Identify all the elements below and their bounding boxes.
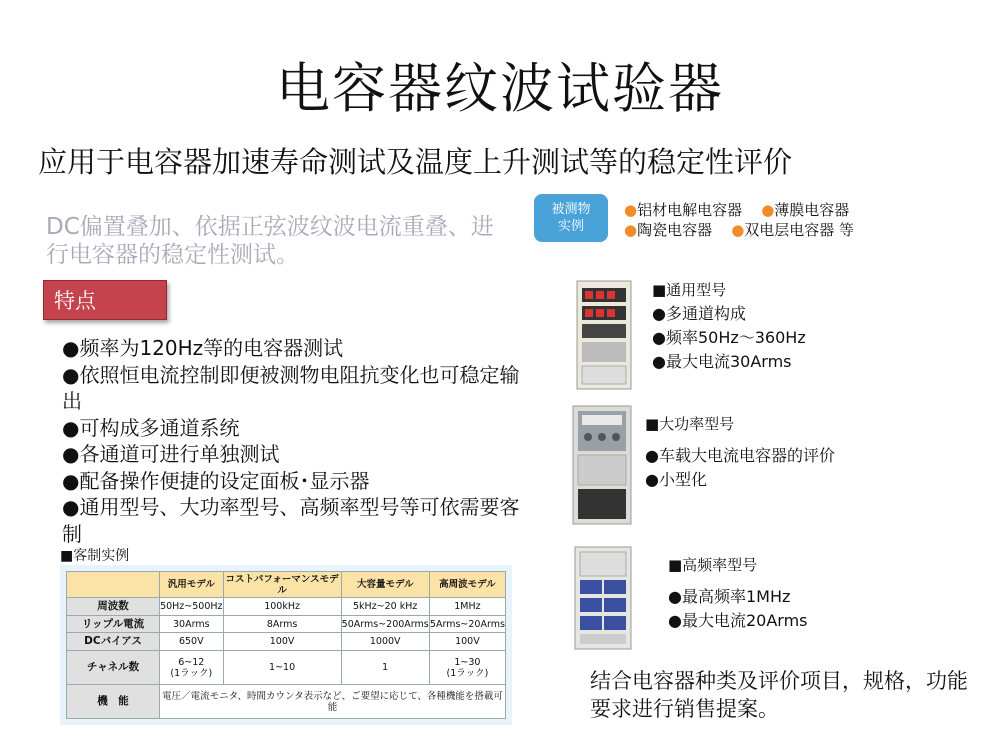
model-feature: ●多通道构成 (652, 304, 746, 323)
general-model-rack-image (576, 280, 632, 390)
orange-bullet-icon: ● (761, 201, 775, 219)
table-row (67, 615, 506, 633)
orange-bullet-icon: ● (624, 221, 638, 239)
model-feature: ●最高频率1MHz (668, 587, 791, 606)
model-name: ■通用型号 (652, 281, 727, 299)
table-cell: 100kHz (223, 598, 341, 616)
table-cell: 5kHz~20 kHz (341, 598, 429, 616)
table-cell: 100V (429, 633, 505, 651)
spec-table-panel (60, 565, 512, 725)
row-header: 周波数 (67, 598, 160, 616)
table-cell: 100V (223, 633, 341, 651)
feature-item: ●频率为120Hz等的电容器测试 (62, 336, 344, 360)
high-frequency-model-block (668, 554, 808, 633)
high-frequency-model-image (574, 546, 632, 650)
row-header: DCバイアス (67, 633, 160, 651)
dut-item: 铝材电解电容器 (637, 201, 743, 219)
feature-item: ●各通道可进行单独测试 (62, 442, 280, 466)
orange-bullet-icon: ● (731, 221, 745, 239)
table-cell: 1000V (341, 633, 429, 651)
dut-badge-line1: 被测物 (551, 202, 591, 217)
spec-table (66, 571, 506, 719)
function-cell: 電圧／電流モニタ、時間カウンタ表示など、ご要望に応じて、各種機能を搭載可能 (160, 685, 506, 719)
table-cell: 1~10 (223, 651, 341, 685)
page-title: 电容器纹波试验器 (276, 57, 724, 120)
general-model-block (652, 279, 806, 374)
table-row (67, 685, 506, 719)
high-power-model-image (572, 405, 632, 525)
intro-text: DC偏置叠加、依据正弦波纹波电流重叠、进行电容器的稳定性测试。 (46, 214, 494, 268)
feature-item: ●配备操作便捷的设定面板･显示器 (62, 468, 370, 493)
dut-list (624, 200, 854, 240)
table-row (67, 633, 506, 651)
model-feature: ●频率50Hz～360Hz (652, 328, 806, 347)
model-feature: ●最大电流20Arms (668, 611, 808, 630)
table-row (67, 598, 506, 616)
feature-item: ●通用型号、大功率型号、高频率型号等可依需要客制 (62, 495, 520, 546)
dut-item: 双电层电容器 等 (744, 221, 855, 239)
sample-title: ■客制实例 (60, 548, 130, 564)
model-feature: ●小型化 (645, 470, 707, 489)
feature-item: ●依照恒电流控制即便被测物电阻抗变化也可稳定输出 (62, 362, 520, 413)
model-name: ■高频率型号 (668, 556, 758, 574)
table-cell: 6~12 (1ラック) (160, 651, 224, 685)
table-cell: 50Arms~200Arms (341, 615, 429, 633)
features-heading: 特点 (43, 280, 167, 320)
spec-header: 汎用モデル (160, 572, 224, 598)
spec-header: 大容量モデル (341, 572, 429, 598)
spec-table-corner (67, 572, 160, 598)
spec-header: コストパフォーマンスモデル (223, 572, 341, 598)
dut-item: 陶瓷电容器 (637, 221, 713, 239)
table-cell: 1 (341, 651, 429, 685)
model-feature: ●最大电流30Arms (652, 352, 792, 371)
model-feature: ●车载大电流电容器的评价 (645, 446, 835, 465)
dut-badge (534, 194, 608, 242)
table-cell: 50Hz~500Hz (160, 598, 224, 616)
table-row (67, 651, 506, 685)
dut-item: 薄膜电容器 (774, 201, 850, 219)
table-cell: 1MHz (429, 598, 505, 616)
dut-badge-line2: 实例 (557, 219, 584, 234)
closing-text: 结合电容器种类及评价项目，规格，功能要求进行销售提案。 (590, 669, 968, 721)
row-header: リップル電流 (67, 615, 160, 633)
orange-bullet-icon: ● (624, 201, 638, 219)
table-cell: 8Arms (223, 615, 341, 633)
page-subtitle: 应用于电容器加速寿命测试及温度上升测试等的稳定性评价 (38, 145, 793, 179)
high-power-model-block (645, 413, 835, 492)
spec-header: 高周波モデル (429, 572, 505, 598)
table-cell: 30Arms (160, 615, 224, 633)
table-cell: 5Arms~20Arms (429, 615, 505, 633)
table-cell: 1~30 (1ラック) (429, 651, 505, 685)
feature-list (62, 335, 522, 547)
model-name: ■大功率型号 (645, 415, 735, 433)
feature-item: ●可构成多通道系统 (62, 415, 240, 440)
table-cell: 650V (160, 633, 224, 651)
row-header: チャネル数 (67, 651, 160, 685)
row-header: 機 能 (67, 685, 160, 719)
